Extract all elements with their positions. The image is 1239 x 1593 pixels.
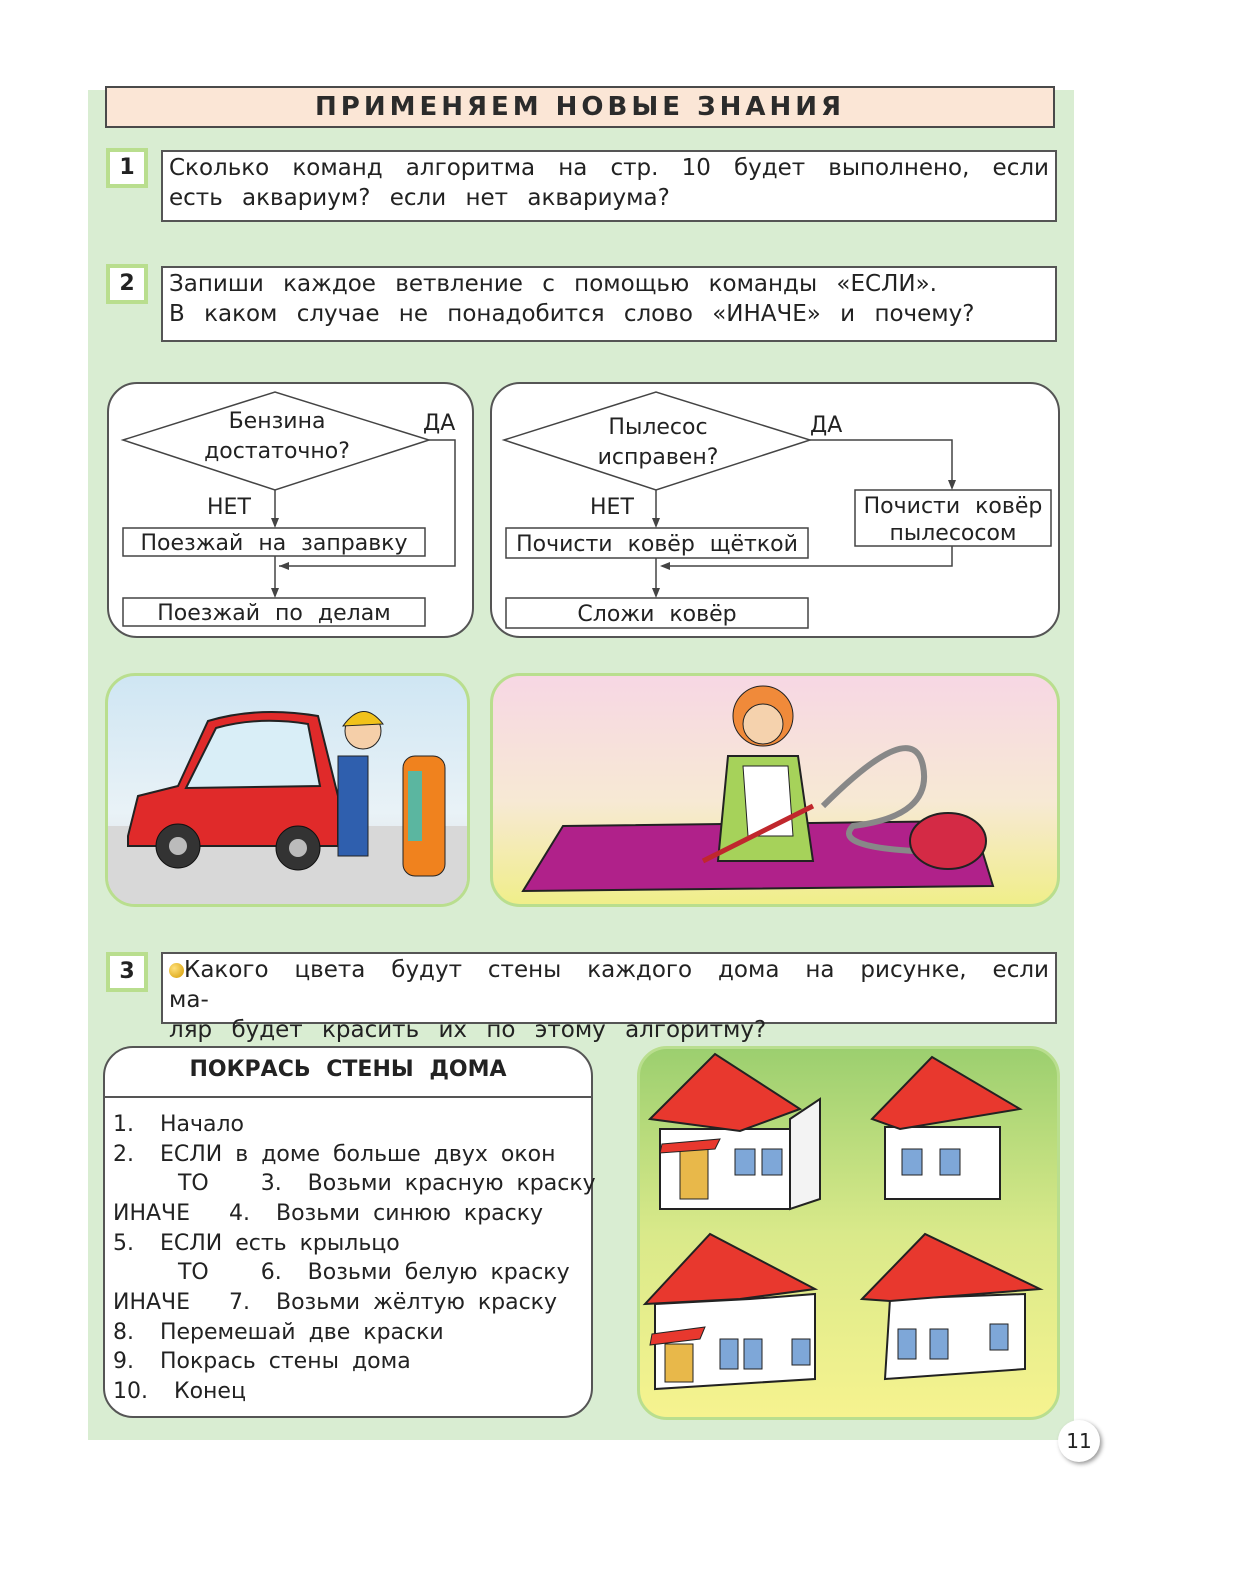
houses-illustration	[637, 1046, 1060, 1420]
vacuum-condition-line1: Пылесос	[608, 415, 708, 440]
pump-display	[408, 771, 422, 841]
flowchart-vacuum-panel	[490, 382, 1060, 638]
algorithm-title: ПОКРАСЬ СТЕНЫ ДОМА	[105, 1048, 591, 1098]
algorithm-step: 10. Конец	[113, 1379, 246, 1404]
task-2-line-2: В каком случае не понадобится слово «ИНАЧЕ» и почему?	[169, 301, 975, 327]
difficulty-dot-icon	[169, 963, 184, 978]
vacuum-action-no-text: Почисти ковёр щёткой	[516, 532, 798, 557]
apron	[743, 766, 793, 836]
task-number-2: 2	[106, 264, 148, 304]
fuel-final-text: Поезжай по делам	[157, 601, 391, 626]
flowchart-fuel	[109, 384, 472, 636]
task-3-line-1-wrap	[169, 955, 1049, 1015]
algorithm-panel	[103, 1046, 596, 1418]
vacuum-final-text: Сложи ковёр	[577, 602, 737, 627]
car-refuel-image	[108, 676, 467, 904]
vacuum-no-label: НЕТ	[590, 495, 634, 520]
vacuum-cleaner	[910, 813, 986, 869]
algorithm-step: 9. Покрась стены дома	[113, 1349, 411, 1374]
house-4	[862, 1234, 1040, 1379]
arrow-head	[652, 518, 660, 528]
vacuum-action-yes-line1: Почисти ковёр	[863, 494, 1043, 519]
decision-diamond	[504, 392, 810, 490]
fuel-no-label: НЕТ	[207, 495, 251, 520]
arrow-head	[271, 588, 279, 598]
yes-branch-line	[810, 440, 952, 484]
worker-cap	[343, 711, 383, 726]
houses-image	[640, 1049, 1057, 1417]
task-number-3: 3	[106, 952, 148, 992]
task-3-text	[161, 952, 1057, 1043]
task-3-line-2: ляр будет красить их по этому алгоритму?	[169, 1017, 767, 1043]
flowchart-vacuum	[492, 384, 1058, 636]
arrow-head	[652, 588, 660, 598]
vacuum-condition-line2: исправен?	[597, 445, 719, 470]
algorithm-step: ТО 3. Возьми красную краску	[113, 1171, 596, 1196]
fuel-condition-line1: Бензина	[228, 409, 326, 434]
arrow-head	[948, 480, 956, 490]
arrow-head	[271, 518, 279, 528]
algorithm-step: 1. Начало	[113, 1112, 245, 1137]
house-2	[872, 1057, 1020, 1199]
algorithm-step: ИНАЧЕ 4. Возьми синюю краску	[113, 1201, 544, 1226]
fuel-action-text: Поезжай на заправку	[140, 531, 408, 556]
task-1-text	[161, 150, 1057, 222]
house-1	[650, 1054, 820, 1209]
algorithm-step: 2. ЕСЛИ в доме больше двух окон	[113, 1142, 556, 1167]
wheel-hub	[169, 837, 187, 855]
task-1-line-1: Сколько команд алгоритма на стр. 10 будет выполнено, если	[169, 155, 1049, 181]
wheel-hub	[289, 839, 307, 857]
arrow-head	[279, 562, 289, 570]
vacuum-yes-label: ДА	[810, 413, 843, 438]
algorithm-step: ТО 6. Возьми белую краску	[113, 1260, 570, 1285]
arrow-head	[660, 562, 670, 570]
flowchart-fuel-panel	[107, 382, 474, 638]
woman-face	[743, 704, 783, 744]
task-1-line-2: есть аквариум? если нет аквариума?	[169, 185, 670, 211]
fuel-condition-line2: достаточно?	[204, 439, 350, 464]
algorithm-step: 8. Перемешай две краски	[113, 1320, 444, 1345]
vacuum-image	[493, 676, 1057, 904]
car-refuel-illustration	[105, 673, 470, 907]
worker-body	[338, 756, 368, 856]
vacuum-action-yes-line2: пылесосом	[889, 521, 1017, 546]
vacuum-illustration	[490, 673, 1060, 907]
fuel-yes-label: ДА	[423, 411, 456, 436]
algorithm-step: ИНАЧЕ 7. Возьми жёлтую краску	[113, 1290, 557, 1315]
task-2-text	[161, 266, 1057, 342]
section-title: ПРИМЕНЯЕМ НОВЫЕ ЗНАНИЯ	[105, 86, 1055, 128]
task-number-1: 1	[106, 148, 148, 188]
task-2-line-1: Запиши каждое ветвление с помощью команды «ЕСЛИ».	[169, 271, 937, 297]
house-3	[645, 1234, 815, 1389]
task-3-line-1: Какого цвета будут стены каждого дома на рисунке, если ма-	[169, 957, 1049, 1013]
algorithm-step: 5. ЕСЛИ есть крыльцо	[113, 1231, 400, 1256]
page-number: 11	[1058, 1420, 1100, 1462]
